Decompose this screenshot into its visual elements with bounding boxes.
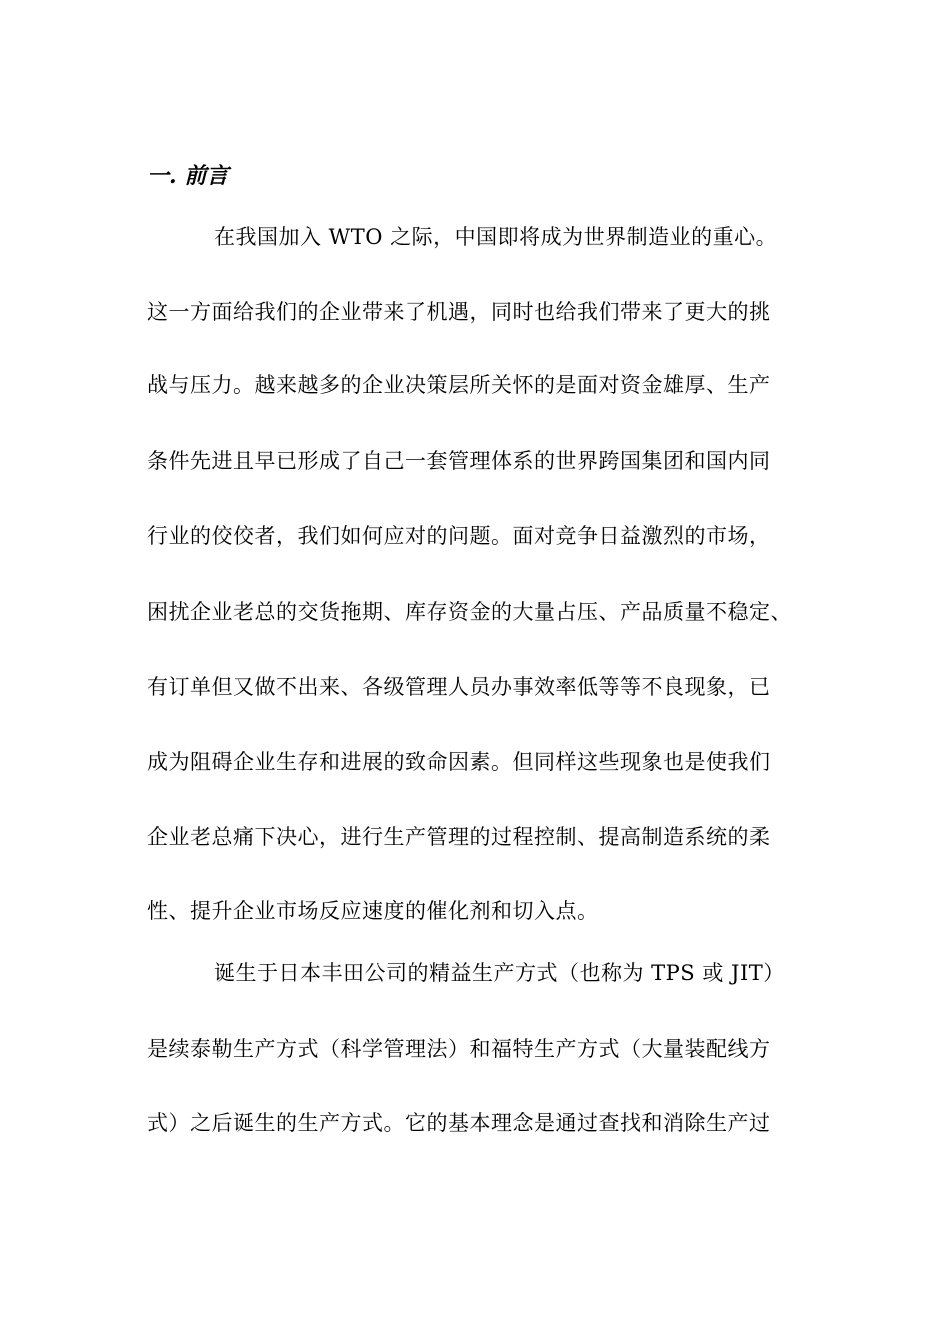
paragraph-line: 困扰企业老总的交货拖期、库存资金的大量占压、产品质量不稳定、: [147, 600, 792, 624]
paragraph-line: 式）之后诞生的生产方式。它的基本理念是通过查找和消除生产过: [147, 1111, 771, 1135]
paragraph-line: 这一方面给我们的企业带来了机遇，同时也给我们带来了更大的挑: [147, 300, 771, 324]
paragraph-line: 条件先进且早已形成了自己一套管理体系的世界跨国集团和国内同: [147, 449, 771, 473]
paragraph-line: 有订单但又做不出来、各级管理人员办事效率低等等不良现象，已: [147, 675, 771, 699]
paragraph-line: 在我国加入 WTO 之际，中国即将成为世界制造业的重心。: [214, 225, 778, 249]
paragraph-line: 成为阻碍企业生存和进展的致命因素。但同样这些现象也是使我们: [147, 750, 771, 774]
section-heading: 一. 前言: [147, 163, 229, 189]
paragraph-line: 性、提升企业市场反应速度的催化剂和切入点。: [147, 899, 599, 923]
paragraph-line: 企业老总痛下决心，进行生产管理的过程控制、提高制造系统的柔: [147, 825, 771, 849]
paragraph-line: 是续泰勒生产方式（科学管理法）和福特生产方式（大量装配线方: [147, 1037, 771, 1061]
paragraph-line: 诞生于日本丰田公司的精益生产方式（也称为 TPS 或 JIT）: [214, 961, 785, 985]
paragraph-line: 行业的佼佼者，我们如何应对的问题。面对竞争日益激烈的市场，: [147, 524, 771, 548]
paragraph-line: 战与压力。越来越多的企业决策层所关怀的是面对资金雄厚、生产: [147, 373, 771, 397]
